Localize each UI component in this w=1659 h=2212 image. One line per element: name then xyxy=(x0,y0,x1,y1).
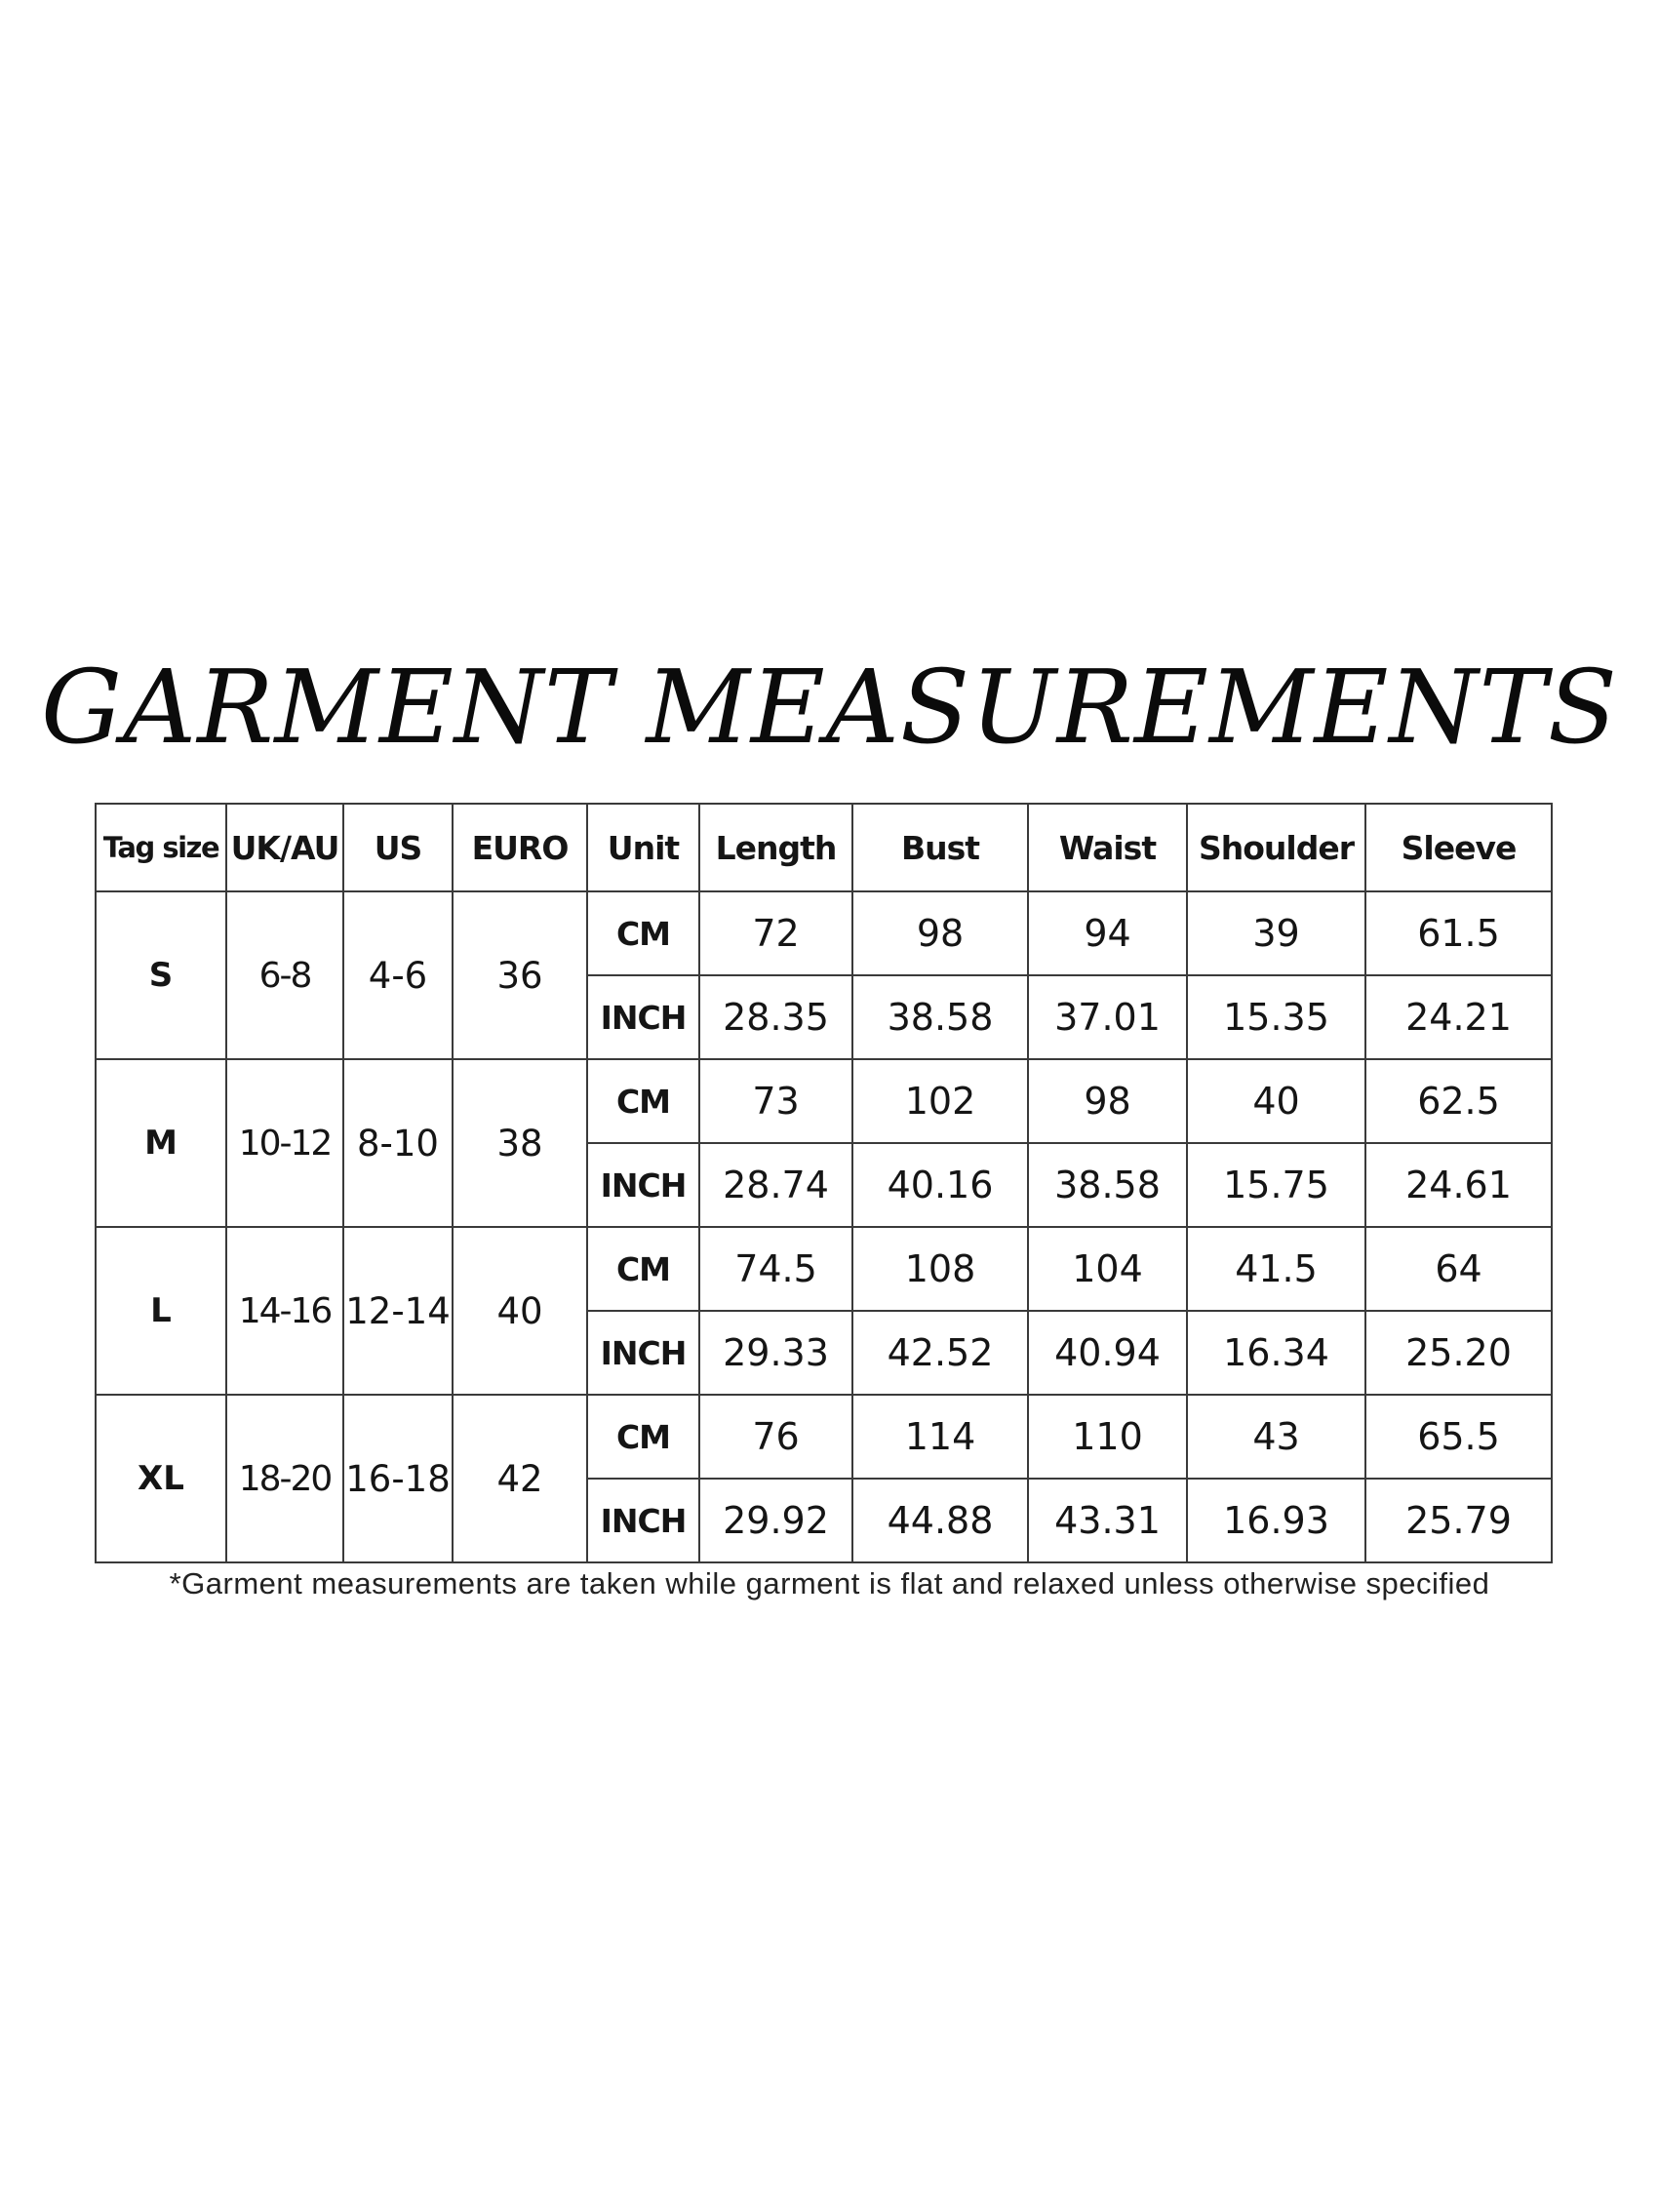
unit-cell: CM xyxy=(587,891,699,975)
us-cell: 8-10 xyxy=(343,1059,453,1227)
shoulder-cell: 15.75 xyxy=(1187,1143,1365,1227)
sleeve-cell: 25.20 xyxy=(1365,1311,1552,1395)
header-tag-size: Tag size xyxy=(96,804,226,891)
shoulder-cell: 15.35 xyxy=(1187,975,1365,1059)
waist-cell: 94 xyxy=(1028,891,1187,975)
length-cell: 29.92 xyxy=(699,1479,852,1562)
euro-cell: 38 xyxy=(453,1059,587,1227)
bust-cell: 108 xyxy=(852,1227,1028,1311)
header-sleeve: Sleeve xyxy=(1365,804,1552,891)
unit-cell: CM xyxy=(587,1059,699,1143)
unit-cell: INCH xyxy=(587,1479,699,1562)
euro-cell: 40 xyxy=(453,1227,587,1395)
us-cell: 12-14 xyxy=(343,1227,453,1395)
header-unit: Unit xyxy=(587,804,699,891)
sleeve-cell: 24.21 xyxy=(1365,975,1552,1059)
unit-cell: CM xyxy=(587,1395,699,1479)
waist-cell: 40.94 xyxy=(1028,1311,1187,1395)
sleeve-cell: 24.61 xyxy=(1365,1143,1552,1227)
waist-cell: 98 xyxy=(1028,1059,1187,1143)
table-row-l-cm xyxy=(96,1227,1552,1311)
us-cell: 4-6 xyxy=(343,891,453,1059)
tag-size-cell: S xyxy=(96,891,226,1059)
waist-cell: 104 xyxy=(1028,1227,1187,1311)
bust-cell: 42.52 xyxy=(852,1311,1028,1395)
shoulder-cell: 16.93 xyxy=(1187,1479,1365,1562)
us-cell: 16-18 xyxy=(343,1395,453,1562)
table-row-xl-cm xyxy=(96,1395,1552,1479)
length-cell: 74.5 xyxy=(699,1227,852,1311)
length-cell: 73 xyxy=(699,1059,852,1143)
uk-au-cell: 10-12 xyxy=(226,1059,343,1227)
bust-cell: 44.88 xyxy=(852,1479,1028,1562)
unit-cell: CM xyxy=(587,1227,699,1311)
shoulder-cell: 40 xyxy=(1187,1059,1365,1143)
length-cell: 72 xyxy=(699,891,852,975)
unit-cell: INCH xyxy=(587,975,699,1059)
header-waist: Waist xyxy=(1028,804,1187,891)
bust-cell: 40.16 xyxy=(852,1143,1028,1227)
waist-cell: 38.58 xyxy=(1028,1143,1187,1227)
table-row-m-cm xyxy=(96,1059,1552,1143)
tag-size-cell: M xyxy=(96,1059,226,1227)
waist-cell: 37.01 xyxy=(1028,975,1187,1059)
tag-size-cell: XL xyxy=(96,1395,226,1562)
page-title: GARMENT MEASUREMENTS xyxy=(41,648,1618,767)
unit-cell: INCH xyxy=(587,1311,699,1395)
euro-cell: 36 xyxy=(453,891,587,1059)
shoulder-cell: 41.5 xyxy=(1187,1227,1365,1311)
uk-au-cell: 6-8 xyxy=(226,891,343,1059)
header-uk-au: UK/AU xyxy=(226,804,343,891)
header-row xyxy=(96,804,1552,891)
sleeve-cell: 62.5 xyxy=(1365,1059,1552,1143)
waist-cell: 43.31 xyxy=(1028,1479,1187,1562)
header-euro: EURO xyxy=(453,804,587,891)
shoulder-cell: 39 xyxy=(1187,891,1365,975)
shoulder-cell: 16.34 xyxy=(1187,1311,1365,1395)
length-cell: 28.74 xyxy=(699,1143,852,1227)
header-us: US xyxy=(343,804,453,891)
table-row-s-cm xyxy=(96,891,1552,975)
uk-au-cell: 18-20 xyxy=(226,1395,343,1562)
measurement-footnote: *Garment measurements are taken while garment is flat and relaxed unless otherwise specified xyxy=(169,1566,1490,1600)
sleeve-cell: 64 xyxy=(1365,1227,1552,1311)
sleeve-cell: 25.79 xyxy=(1365,1479,1552,1562)
uk-au-cell: 14-16 xyxy=(226,1227,343,1395)
unit-cell: INCH xyxy=(587,1143,699,1227)
bust-cell: 38.58 xyxy=(852,975,1028,1059)
length-cell: 76 xyxy=(699,1395,852,1479)
header-length: Length xyxy=(699,804,852,891)
size-chart-table xyxy=(95,803,1553,1563)
bust-cell: 98 xyxy=(852,891,1028,975)
euro-cell: 42 xyxy=(453,1395,587,1562)
bust-cell: 102 xyxy=(852,1059,1028,1143)
sleeve-cell: 65.5 xyxy=(1365,1395,1552,1479)
tag-size-cell: L xyxy=(96,1227,226,1395)
sleeve-cell: 61.5 xyxy=(1365,891,1552,975)
length-cell: 28.35 xyxy=(699,975,852,1059)
length-cell: 29.33 xyxy=(699,1311,852,1395)
bust-cell: 114 xyxy=(852,1395,1028,1479)
waist-cell: 110 xyxy=(1028,1395,1187,1479)
header-shoulder: Shoulder xyxy=(1187,804,1365,891)
header-bust: Bust xyxy=(852,804,1028,891)
shoulder-cell: 43 xyxy=(1187,1395,1365,1479)
